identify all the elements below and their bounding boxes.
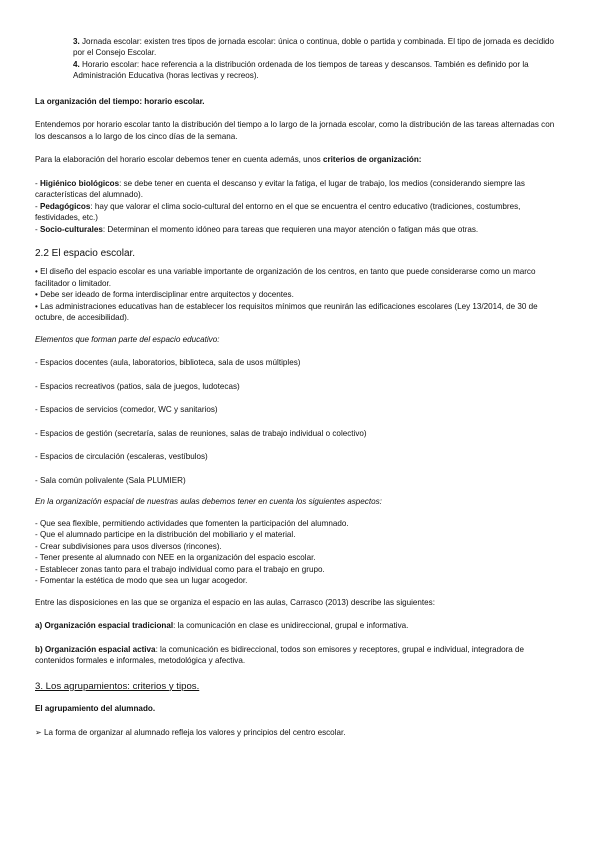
jornada-item-3 bbox=[35, 36, 565, 59]
element-item: - Sala común polivalente (Sala PLUMIER) bbox=[35, 475, 186, 485]
criterio-label: Pedagógicos bbox=[39, 201, 91, 211]
arrow-line bbox=[35, 727, 565, 738]
organizacion-tradicional bbox=[35, 620, 565, 631]
organizacion-label: a) Organización espacial tradicional bbox=[35, 621, 174, 631]
paragraph-criterios bbox=[35, 154, 565, 165]
subheading-agrupamiento: El agrupamiento del alumnado. bbox=[35, 704, 156, 714]
organizacion-activa bbox=[35, 644, 565, 667]
aspect-item: - Que sea flexible, permitiendo actividades que fomenten la participación del alumnado. bbox=[35, 518, 349, 528]
section-heading-tiempo: La organización del tiempo: horario escolar. bbox=[35, 96, 205, 106]
aspects-list bbox=[35, 518, 565, 587]
criterio-label: Socio-culturales bbox=[39, 224, 103, 234]
arrow-bullet-icon: ➢ bbox=[35, 727, 42, 737]
bullet-item: • Las administraciones educativas han de establecer los requisitos mínimos que reunirán las edificaciones escolares (Ley 13/2014, de 30 de octubre, de accesibilidad). bbox=[35, 301, 538, 323]
element-item: - Espacios recreativos (patios, sala de juegos, ludotecas) bbox=[35, 381, 240, 391]
elements-intro: Elementos que forman parte del espacio educativo: bbox=[35, 334, 220, 344]
organizacion-label: b) Organización espacial activa bbox=[35, 644, 156, 654]
aspect-item: - Fomentar la estética de modo que sea un lugar acogedor. bbox=[35, 576, 248, 586]
bullet-item: • Debe ser ideado de forma interdisciplinar entre arquitectos y docentes. bbox=[35, 290, 294, 300]
element-item: - Espacios de circulación (escaleras, vestíbulos) bbox=[35, 452, 208, 462]
espacio-bullets bbox=[35, 266, 565, 323]
paragraph-carrasco: Entre las disposiciones en las que se organiza el espacio en las aulas, Carrasco (2013) describe las siguientes: bbox=[35, 597, 435, 607]
criterio-label: Higiénico biológicos bbox=[39, 178, 120, 188]
aspect-item: - Que el alumnado participe en la distribución del mobiliario y el material. bbox=[35, 530, 296, 540]
arrow-line-text: La forma de organizar al alumnado refleja los valores y principios del centro escolar. bbox=[41, 727, 346, 737]
item-number: 3. bbox=[73, 37, 80, 46]
document-page bbox=[35, 36, 565, 738]
bullet-item: • El diseño del espacio escolar es una variable importante de organización de los centros, en tanto que puede considerarse como un marco facilitador o limitador. bbox=[35, 267, 536, 288]
item-text: Horario escolar: hace referencia a la distribución ordenada de los tiempos de tareas y descansos. También es definido por la Administración Educativa (horas lectivas y recreos). bbox=[73, 59, 529, 81]
aspect-item: - Crear subdivisiones para usos diversos (rincones). bbox=[35, 541, 222, 551]
criterio-text: : se debe tener en cuenta el descanso y evitar la fatiga, el lugar de trabajo, los medios (considerando siempre las características del alumnado). bbox=[35, 178, 525, 200]
criterio-pedagogico: - Pedagógicos: hay que valorar el clima socio-cultural del entorno en el que se encuentra el centro educativo (tradiciones, costumbres, festividades, etc.) bbox=[35, 201, 521, 223]
criterio-text: : Determinan el momento idóneo para tareas que requieren una mayor atención o fatigan más que otras. bbox=[102, 224, 479, 234]
element-item: - Espacios de servicios (comedor, WC y sanitarios) bbox=[35, 405, 218, 415]
organizacion-text: : la comunicación en clase es unidireccional, grupal e informativa. bbox=[173, 621, 409, 631]
aspect-item: - Establecer zonas tanto para el trabajo individual como para el trabajo en grupo. bbox=[35, 564, 325, 574]
horario-item-4 bbox=[35, 59, 565, 82]
criterio-sociocultural: - Socio-culturales: Determinan el momento idóneo para tareas que requieren una mayor atención o fatigan más que otras. bbox=[35, 224, 479, 234]
element-item: - Espacios docentes (aula, laboratorios, biblioteca, sala de usos múltiples) bbox=[35, 358, 301, 368]
criterios-bold: criterios de organización: bbox=[322, 155, 422, 165]
paragraph-horario-definition: Entendemos por horario escolar tanto la distribución del tiempo a lo largo de la jornada escolar, como la distribución de las tareas alternadas con los descansos a lo largo de los cinco días de la semana. bbox=[35, 120, 555, 141]
criterio-text: : hay que valorar el clima socio-cultural del entorno en el que se encuentra el centro educativo (tradiciones, costumbres, festividades, etc.) bbox=[35, 201, 521, 223]
item-text: Jornada escolar: existen tres tipos de jornada escolar: única o continua, doble o partida y combinada. El tipo de jornada es decidido por el Consejo Escolar. bbox=[73, 37, 554, 58]
aspects-intro: En la organización espacial de nuestras aulas debemos tener en cuenta los siguientes aspectos: bbox=[35, 497, 382, 507]
criterio-higienico: - Higiénico biológicos: se debe tener en cuenta el descanso y evitar la fatiga, el lugar de trabajo, los medios (considerando siempre las características del alumnado). bbox=[35, 178, 525, 200]
item-number: 4. bbox=[73, 59, 80, 69]
aspect-item: - Tener presente al alumnado con NEE en la organización del espacio escolar. bbox=[35, 553, 316, 563]
section-title-espacio: 2.2 El espacio escolar. bbox=[35, 248, 136, 260]
element-item: - Espacios de gestión (secretaría, salas de reuniones, salas de trabajo individual o colectivo) bbox=[35, 428, 367, 438]
organizacion-text: : la comunicación es bidireccional, todos son emisores y receptores, grupal e individual, integradora de contenidos formales e informales, metodológica y afectiva. bbox=[35, 644, 525, 666]
criterios-intro: Para la elaboración del horario escolar debemos tener en cuenta además, unos bbox=[35, 155, 323, 165]
section-title-agrupamientos: 3. Los agrupamientos: criterios y tipos. bbox=[35, 680, 200, 692]
